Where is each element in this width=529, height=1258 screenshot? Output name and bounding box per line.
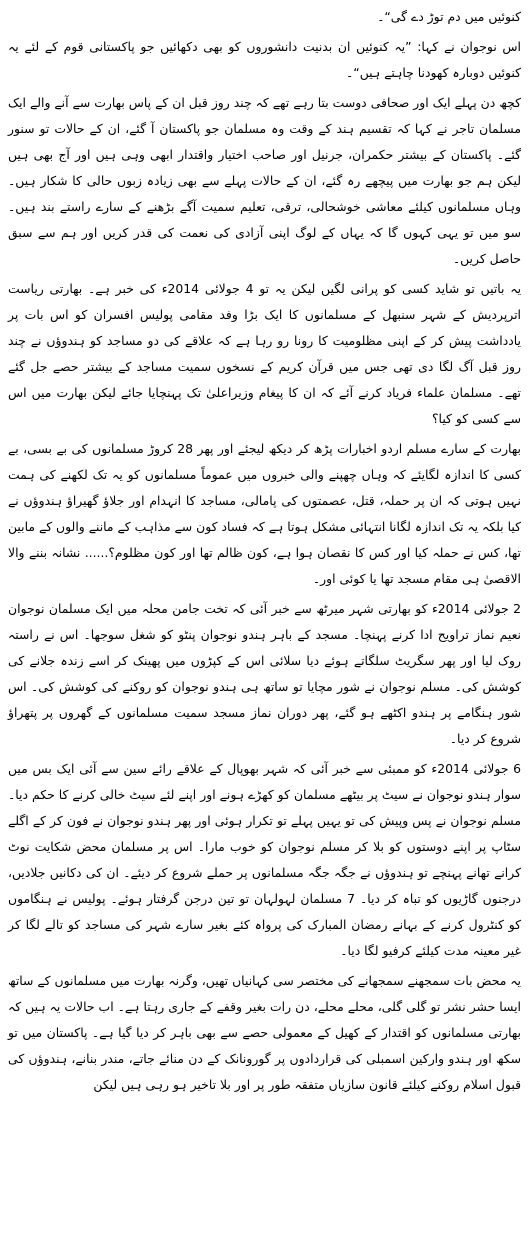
paragraph-6: 2 جولائی 2014ء کو بھارتی شہر میرٹھ سے خبر آئی کہ تخت جامن محلہ میں ایک مسلمان نوجوان نعیم نماز تراویح ادا کرنے پہنچا۔ مسجد کے باہر ہندو نوجوان پنٹو کو شغل سوجھا۔ اس نے راستہ روک لیا اور پھر سگریٹ سلگاتے ہوئے دیا سلائی اس کے کپڑوں میں پھینک کر اسے زندہ جلانے کی کوشش کی۔ مسلم نوجوان نے شور مچایا تو ساتھ ہی ہندو نوجوان کو روکنے کی کوشش کی۔ اس شور ہنگامے پر ہندو اکٹھے ہو گئے، پھر دوران نماز مسجد سمیت مسلمانوں کے گھروں پر پتھراؤ شروع کر دیا۔ — [8, 601, 522, 746]
paragraph-2: اس نوجوان نے کہا: ”یہ کنوئیں ان بدنیت دانشوروں کو بھی دکھائیں جو پاکستانی قوم کے لئے یہ کنوئیں دوبارہ کھودنا چاہتے ہیں“۔ — [8, 39, 521, 80]
paragraph-3: کچھ دن پہلے ایک اور صحافی دوست بتا رہے تھے کہ چند روز قبل ان کے پاس بھارت سے آنے والے ایک مسلمان تاجر نے کہا کہ تقسیم ہند کے وقت وہ مسلمان جو پاکستان آ گئے، ان کے حالات تو سنور گئے۔ پاکستان کے بیشتر حکمران، جرنیل اور صاحب اختیار واقتدار ابھی وہی ہیں اور آج بھی ہیں لیکن ہم جو بھارت میں پیچھے رہ گئے، ان کے حالات پہلے سے بھی زیادہ زبوں حالی کا شکار ہیں۔ وہاں مسلمانوں کیلئے معاشی خوشحالی، ترقی، تعلیم سمیت آگے بڑھنے کے سارے راستے بند ہیں۔ سو میں تو یہی کہوں گا کہ یہاں کے لوگ اپنی آزادی کی نعمت کی قدر کریں اور ہم سے سبق حاصل کریں۔ — [8, 95, 521, 266]
paragraph-4: یہ باتیں تو شاید کسی کو پرانی لگیں لیکن یہ تو 4 جولائی 2014ء کی خبر ہے۔ بھارتی ریاست اترپردیش کے شہر سنبھل کے مسلمانوں کا ایک بڑا وفد مقامی پولیس افسران کو اس بات پر یادداشت پیش کر کے اپنی مظلومیت کا رونا رو رہا ہے کہ علاقے کی دو مساجد کو ہندوؤں نے چند روز قبل آگ لگا دی تھی جس میں قرآن کریم کے نسخوں سمیت مساجد کے بیشتر حصے جل گئے تھے۔ مسلمان علماء فریاد کرنے آئے کہ ان کا پیغام وزیراعلیٰ تک پہنچایا جائے لیکن بھارت میں اس سے کسی کو کیا؟ — [8, 281, 522, 426]
paragraph-8: یہ محض بات سمجھنے سمجھانے کی مختصر سی کہانیاں تھیں، وگرنہ بھارت میں مسلمانوں کے ساتھ ایسا حشر نشر تو گلی گلی، محلے محلے، دن رات بغیر وقفے کے جاری رہتا ہے۔ اب حالات یہ ہیں کہ بھارتی مسلمانوں کو اقتدار کے کھیل کے معمولی حصے سے بھی باہر کر دیا گیا ہے۔ پاکستان میں تو سکھ اور ہندو وارکین اسمبلی کی قراردادوں پر گورونانک کے دن منائے جاتے، مندر بنانے، ہندوؤں کی قبول اسلام روکنے کیلئے قانون سازیاں متفقہ طور پر اور بلا تاخیر ہو رہی ہیں لیکن — [8, 973, 521, 1092]
paragraph-7: 6 جولائی 2014ء کو ممبئی سے خبر آئی کہ شہر بھوپال کے علاقے رائے سین سے آئی ایک بس میں سوار ہندو نوجوان نے سیٹ پر بیٹھے مسلمان کو کھڑے ہونے اور اپنے لئے سیٹ خالی کرنے کا حکم دیا۔ مسلم نوجوان نے پس وپیش کی تو یہیں پہلے تو تکرار ہوئی اور پھر ہندو نوجوان نے فون کر کے اگلے سٹاپ پر اپنے دوستوں کو بلا کر مسلم نوجوان کو خوب مارا۔ اس پر مسلمان محض شکایت نوٹ کرانے تھانے پہنچے تو ہندوؤں نے جگہ جگہ مسلمانوں پر حملے شروع کر دیئے۔ ان کی دکانیں جلادیں، درجنوں گاڑیوں کو تباہ کر دیا۔ 7 مسلمان لہولہان تو تین درجن گرفتار ہوئے۔ پولیس نے ہنگاموں کو کنٹرول کرنے کے بہانے رمضان المبارک کی پرواہ کئے بغیر سارے شہر کی مساجد کو تالے لگا کر غیر معینہ مدت کیلئے کرفیو لگا دیا۔ — [8, 761, 522, 958]
paragraph-5: بھارت کے سارے مسلم اردو اخبارات پڑھ کر دیکھ لیجئے اور پھر 28 کروڑ مسلمانوں کی بے بسی، بے کسی کا اندازہ لگایئے کہ وہاں چھپنے والی خبروں میں عموماً مسلمانوں کو یہ تک لکھنے کی ہمت نہیں ہوتی کہ ان پر حملہ، قتل، عصمتوں کی پامالی، مساجد کا انہدام اور جلاؤ گھیراؤ ہندوؤں نے کیا بلکہ یہ تک اندازہ لگانا انتہائی مشکل ہوتا ہے کہ فساد کون سے مذاہب کے ماننے والوں کے مابین تھا، کس نے حملہ کیا اور کس کا نقصان ہوا ہے، کون ظالم تھا اور کون مظلوم؟...... نشانہ بننے والا الاقصیٰ ہی مقام مسجد تھا یا کوئی اور۔ — [7, 441, 521, 586]
paragraph-1: کنوئیں میں دم توڑ دے گی“۔ — [377, 9, 521, 24]
